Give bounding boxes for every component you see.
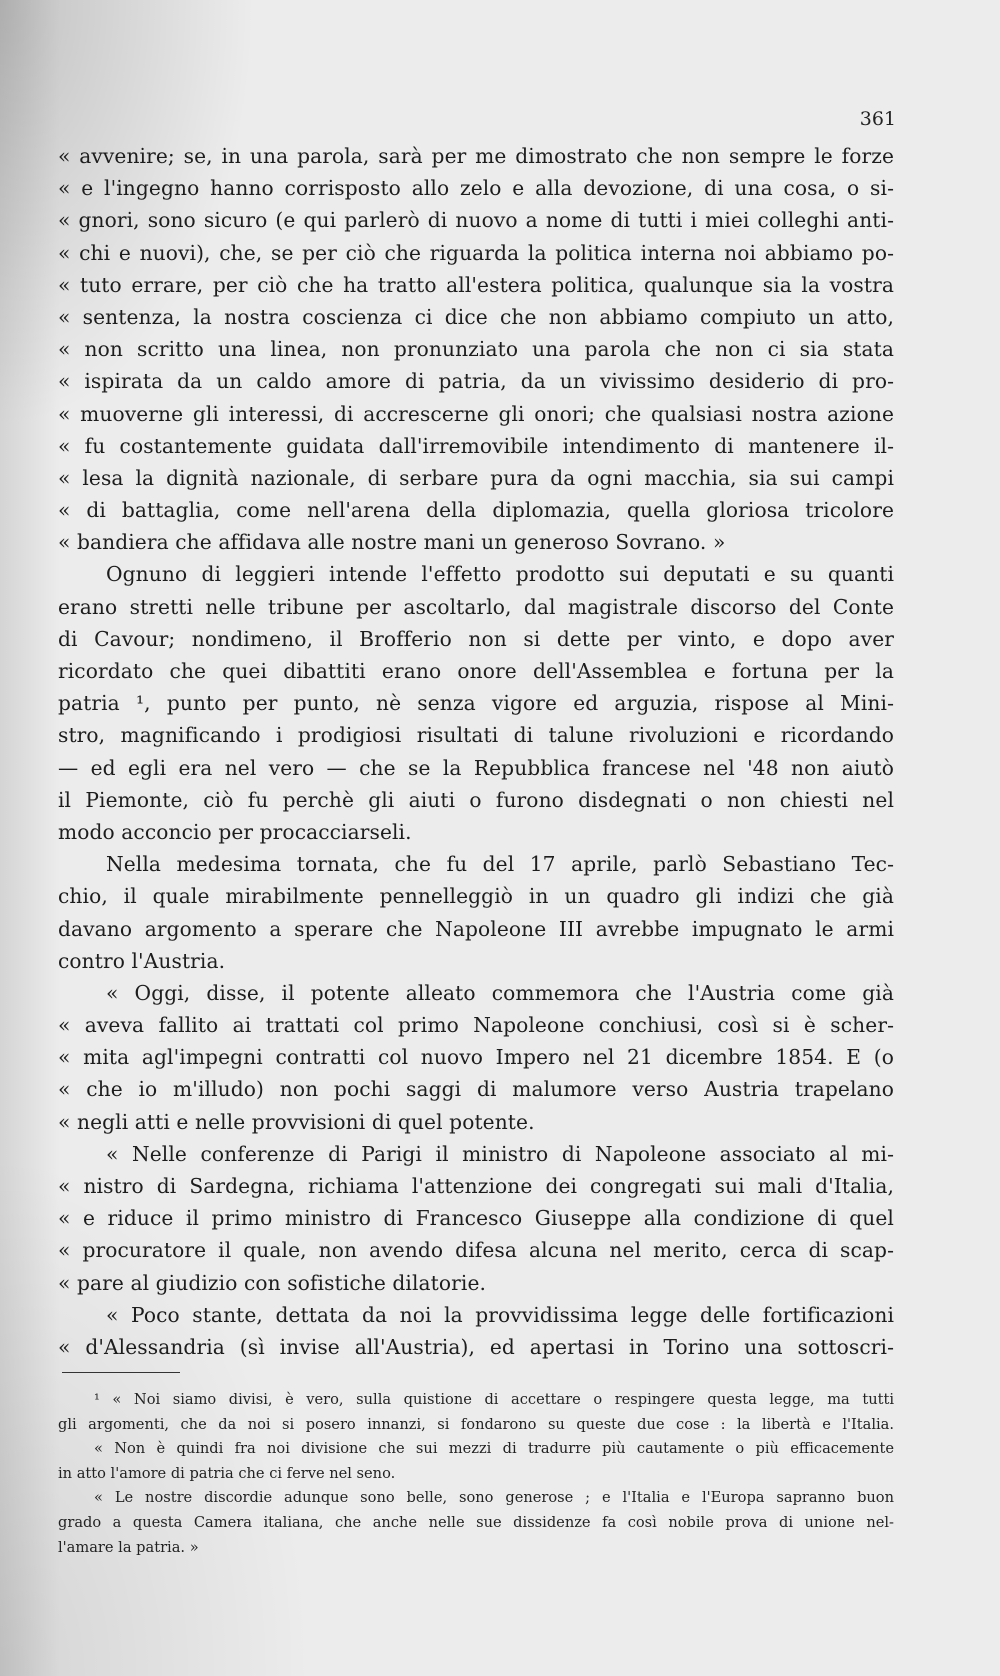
footnote-line: « Le nostre discordie adunque sono belle, sono generose ; e l'Italia e l'Europa sapranno buon xyxy=(94,1489,894,1507)
text-line: davano argomento a sperare che Napoleone III avrebbe impugnato le armi xyxy=(58,916,894,941)
text-line: « Poco stante, dettata da noi la provvidissima legge delle fortificazioni xyxy=(106,1302,894,1327)
text-line: stro, magnificando i prodigiosi risultati di talune rivoluzioni e ricordando xyxy=(58,723,894,748)
text-line: Nella medesima tornata, che fu del 17 aprile, parlò Sebastiano Tec- xyxy=(106,852,894,877)
text-line: « chi e nuovi), che, se per ciò che riguarda la politica interna noi abbiamo po- xyxy=(58,240,894,265)
text-line: « bandiera che affidava alle nostre mani un generoso Sovrano. » xyxy=(58,530,726,555)
footnote-line: in atto l'amore di patria che ci ferve nel seno. xyxy=(58,1464,396,1482)
text-line: di Cavour; nondimeno, il Brofferio non si dette per vinto, e dopo aver xyxy=(58,626,894,651)
text-line: « fu costantemente guidata dall'irremovibile intendimento di mantenere il- xyxy=(58,433,894,458)
text-line: erano stretti nelle tribune per ascoltarlo, dal magistrale discorso del Conte xyxy=(58,594,894,619)
text-line: modo acconcio per procacciarseli. xyxy=(58,819,412,844)
text-line: Ognuno di leggieri intende l'effetto prodotto sui deputati e su quanti xyxy=(106,562,894,587)
text-line: « lesa la dignità nazionale, di serbare pura da ogni macchia, sia sui campi xyxy=(58,465,894,490)
text-line: « pare al giudizio con sofistiche dilatorie. xyxy=(58,1270,487,1295)
footnote-line: grado a questa Camera italiana, che anche nelle sue dissidenze fa così nobile prova di unione nel- xyxy=(58,1513,894,1531)
body-text xyxy=(58,140,894,1363)
text-line: « procuratore il quale, non avendo difesa alcuna nel merito, cerca di scap- xyxy=(58,1238,894,1263)
text-line: « mita agl'impegni contratti col nuovo Impero nel 21 dicembre 1854. E (o xyxy=(58,1045,894,1070)
text-line: « aveva fallito ai trattati col primo Napoleone conchiusi, così si è scher- xyxy=(58,1013,894,1038)
text-line: « muoverne gli interessi, di accrescerne gli onori; che qualsiasi nostra azione xyxy=(58,401,894,426)
text-line: « e riduce il primo ministro di Francesco Giuseppe alla condizione di quel xyxy=(58,1206,894,1231)
text-line: « e l'ingegno hanno corrisposto allo zelo e alla devozione, di una cosa, o si- xyxy=(58,176,894,201)
text-line: « Nelle conferenze di Parigi il ministro di Napoleone associato al mi- xyxy=(106,1141,894,1166)
footnote-line: l'amare la patria. » xyxy=(58,1538,199,1556)
text-line: « negli atti e nelle provvisioni di quel potente. xyxy=(58,1109,535,1134)
text-line: « tuto errare, per ciò che ha tratto all'estera politica, qualunque sia la vostra xyxy=(58,272,894,297)
footnote-line: ¹ « Noi siamo divisi, è vero, sulla quistione di accettare o respingere questa legge, ma tutti xyxy=(94,1391,894,1408)
text-line: « Oggi, disse, il potente alleato commemora che l'Austria come già xyxy=(106,980,894,1005)
text-line: « d'Alessandria (sì invise all'Austria), ed apertasi in Torino una sottoscri- xyxy=(58,1334,894,1359)
text-line: « sentenza, la nostra coscienza ci dice che non abbiamo compiuto un atto, xyxy=(58,304,894,329)
text-line: chio, il quale mirabilmente pennelleggiò in un quadro gli indizi che già xyxy=(58,884,894,909)
text-line: « non scritto una linea, non pronunziato una parola che non ci sia stata xyxy=(58,337,894,362)
text-line: il Piemonte, ciò fu perchè gli aiuti o furono disdegnati o non chiesti nel xyxy=(58,787,894,812)
text-line: contro l'Austria. xyxy=(58,948,226,973)
text-line: « ispirata da un caldo amore di patria, da un vivissimo desiderio di pro- xyxy=(58,369,894,394)
text-line: « che io m'illudo) non pochi saggi di malumore verso Austria trapelano xyxy=(58,1077,894,1102)
text-line: — ed egli era nel vero — che se la Repubblica francese nel '48 non aiutò xyxy=(58,755,894,780)
text-line: « gnori, sono sicuro (e qui parlerò di nuovo a nome di tutti i miei colleghi anti- xyxy=(58,208,894,233)
text-line: ricordato che quei dibattiti erano onore dell'Assemblea e fortuna per la xyxy=(58,659,894,683)
footnote-divider xyxy=(62,1372,180,1373)
text-line: patria ¹, punto per punto, nè senza vigore ed arguzia, rispose al Mini- xyxy=(58,691,894,716)
text-line: « avvenire; se, in una parola, sarà per me dimostrato che non sempre le forze xyxy=(58,144,894,168)
footnote-line: « Non è quindi fra noi divisione che sui mezzi di tradurre più cautamente o più efficacemente xyxy=(94,1440,894,1458)
footnote-line: gli argomenti, che da noi si posero innanzi, si fondarono su queste due cose : la libertà e l'Italia. xyxy=(58,1415,894,1433)
text-line: « di battaglia, come nell'arena della diplomazia, quella gloriosa tricolore xyxy=(58,498,894,523)
text-line: « nistro di Sardegna, richiama l'attenzione dei congregati sui mali d'Italia, xyxy=(58,1174,894,1198)
page-number: 361 xyxy=(859,108,896,130)
footnotes xyxy=(58,1388,894,1560)
